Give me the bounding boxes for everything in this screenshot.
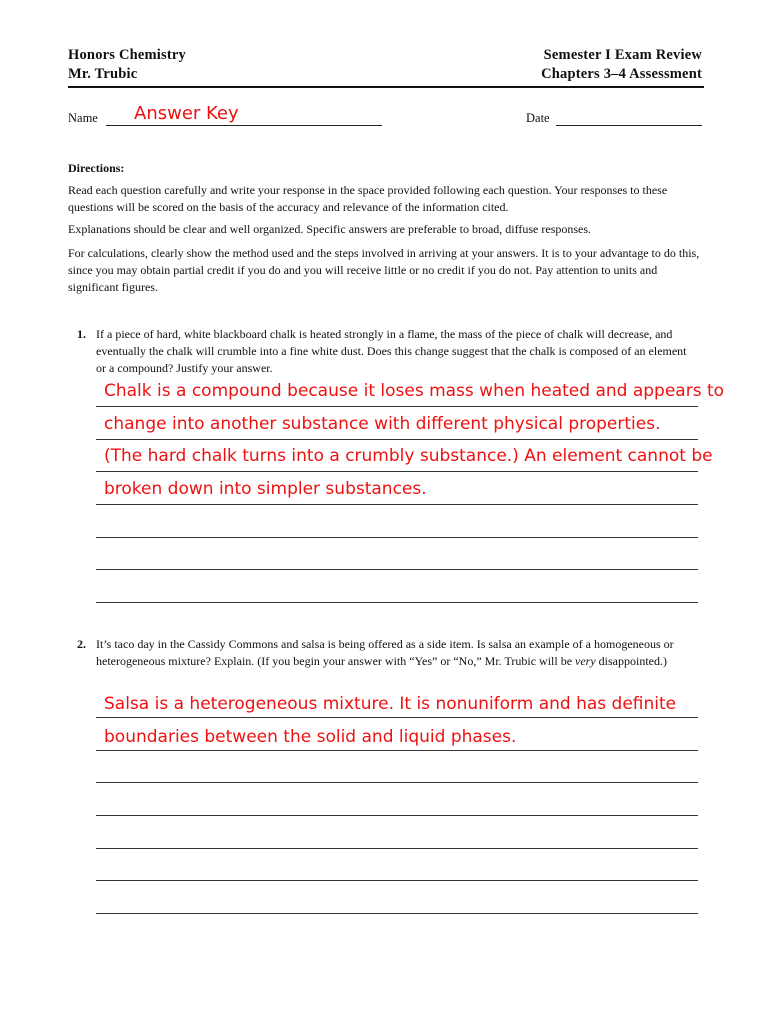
answer-line[interactable] [96,717,698,718]
directions-paragraph-2: Explanations should be clear and well organized. Specific answers are preferable to broad, diffuse responses. [68,222,592,236]
answer-line[interactable] [96,750,698,751]
directions-title: Directions: [68,161,125,175]
answer-line[interactable] [96,439,698,440]
answer-line[interactable] [96,602,698,603]
question-number: 2. [77,637,86,651]
answer-line[interactable] [96,406,698,407]
handwritten-answer-line: change into another substance with different physical properties. [104,414,661,434]
question-number: 1. [77,327,86,341]
question-text-part: It’s taco day in the Cassidy Commons and salsa is being offered as a side item. Is salsa an example of a homogeneous or heterogeneous mixture? Explain. (If you begin your answer with “Yes” or “No,” Mr. Trubic will be [96,637,674,668]
name-field-value: Answer Key [134,103,239,124]
handwritten-answer-line: boundaries between the solid and liquid phases. [104,727,517,747]
teacher-name: Mr. Trubic [68,66,138,82]
answer-line[interactable] [96,782,698,783]
answer-line[interactable] [96,880,698,881]
handwritten-answer-line: Salsa is a heterogeneous mixture. It is nonuniform and has definite [104,694,677,714]
chapters-title: Chapters 3–4 Assessment [541,66,702,82]
question-text-part: disappointed.) [595,654,667,668]
question-text [96,636,702,670]
exam-title: Semester I Exam Review [543,47,702,63]
course-title: Honors Chemistry [68,47,186,63]
directions-paragraph-3: For calculations, clearly show the method used and the steps involved in arriving at your answers. It is to your advantage to do this, since you may obtain partial credit if you do and you will receive little or no credit if you do not. Pay attention to units and significant figures. [68,246,700,294]
answer-line[interactable] [96,504,698,505]
answer-line[interactable] [96,913,698,914]
handwritten-answer-line: Chalk is a compound because it loses mass when heated and appears to [104,381,725,401]
date-field-line[interactable] [556,111,702,126]
answer-line[interactable] [96,815,698,816]
header-right [541,46,702,84]
answer-line[interactable] [96,569,698,570]
date-label: Date [526,111,550,125]
header-left [68,46,186,84]
handwritten-answer-line: (The hard chalk turns into a crumbly substance.) An element cannot be [104,446,713,466]
answer-line[interactable] [96,471,698,472]
answer-line[interactable] [96,848,698,849]
header-rule [68,86,704,88]
name-label: Name [68,111,98,125]
directions-paragraph-1: Read each question carefully and write your response in the space provided following each question. Your responses to these questions will be scored on the basis of the accuracy and relevance of the information cited. [68,183,668,214]
question-text-emphasis: very [575,654,596,668]
question-text: If a piece of hard, white blackboard chalk is heated strongly in a flame, the mass of the piece of chalk will decrease, and eventually the chalk will crumble into a fine white dust. Does this change suggest that the chalk is composed of an element or a compound? Justify your answer. [96,327,687,375]
handwritten-answer-line: broken down into simpler substances. [104,479,427,499]
answer-line[interactable] [96,537,698,538]
